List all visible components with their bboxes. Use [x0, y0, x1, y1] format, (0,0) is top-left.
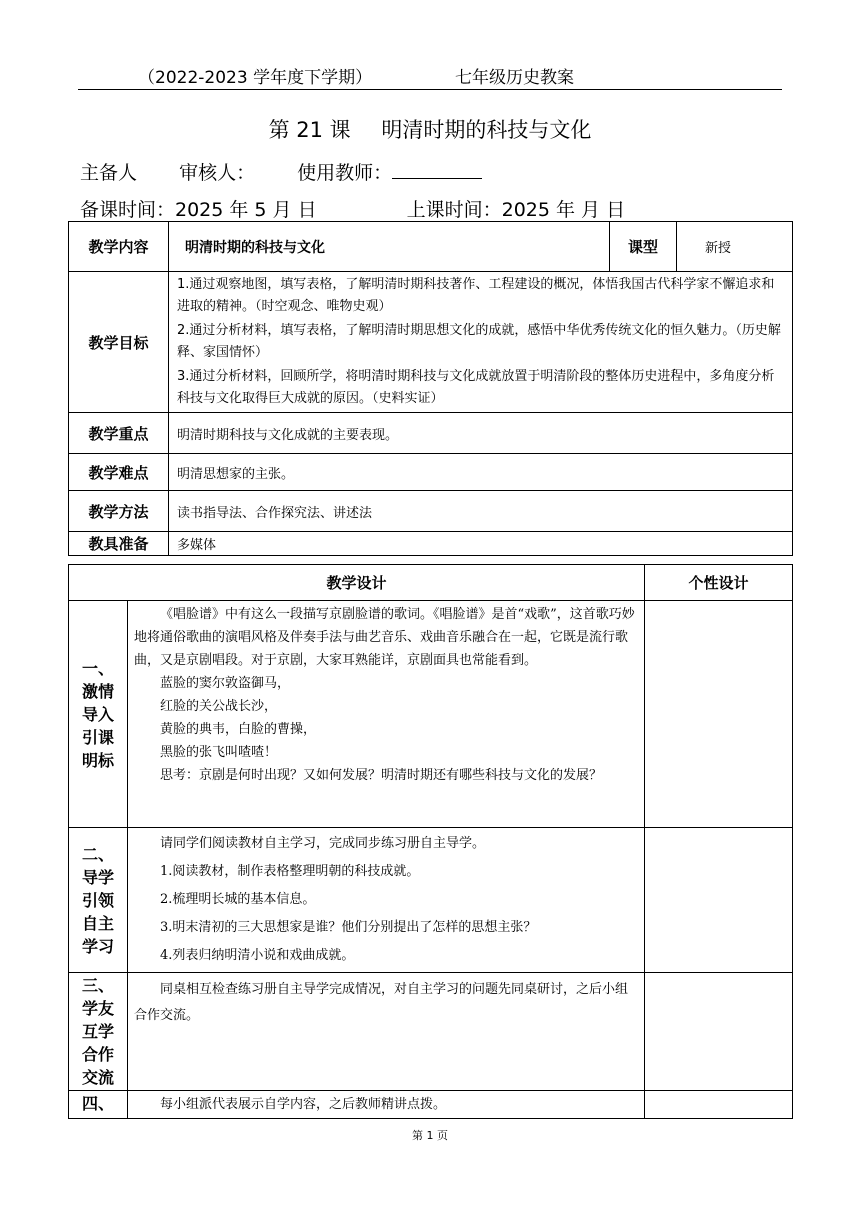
lyric-line: 黄脸的典韦，白脸的曹操，: [160, 722, 317, 737]
header-course: 七年级历史教案: [455, 68, 574, 88]
task-item: 1.阅读教材，制作表格整理明朝的科技成就。: [160, 864, 420, 879]
task-item: 2.梳理明长城的基本信息。: [160, 892, 316, 907]
header-semester: （2022-2023 学年度下学期）: [138, 68, 373, 88]
goals-cell: [169, 272, 793, 413]
key-row: [69, 413, 793, 454]
method-value: 读书指导法、合作探究法、讲述法: [169, 491, 793, 532]
personal-cell: [645, 1091, 793, 1119]
goal-item: 1.通过观察地图，填写表格，了解明清时期科技著作、工程建设的概况，体悟我国古代科学家不懈追求和进取的精神。（时空观念、唯物史观）: [177, 277, 775, 314]
personal-header: 个性设计: [645, 565, 793, 601]
goals-label: 教学目标: [69, 272, 169, 413]
lesson-name: 明清时期的科技与文化: [381, 118, 592, 142]
lesson-number: 第 21 课: [268, 118, 351, 142]
header-rule: [78, 89, 782, 90]
section-row: [69, 828, 793, 973]
content-value: 明清时期的科技与文化: [169, 222, 610, 272]
section-content: [128, 828, 645, 973]
task-item: 3.明末清初的三大思想家是谁？他们分别提出了怎样的思想主张？: [160, 920, 537, 935]
section-label: 二、 导学 引领 自主 学习: [69, 828, 128, 973]
section-label: 四、: [69, 1091, 128, 1119]
section-row: [69, 1091, 793, 1119]
section-content: [128, 1091, 645, 1119]
goal-item: 3.通过分析材料，回顾所学，将明清时期科技与文化成就放置于明清阶段的整体历史进程中，多角度分析科技与文化取得巨大成就的原因。（史料实证）: [177, 369, 775, 406]
personal-cell: [645, 601, 793, 828]
preparer-label: 主备人: [80, 162, 138, 184]
goal-item: 2.通过分析材料，填写表格，了解明清时期思想文化的成就，感悟中华优秀传统文化的恒久魅力。（历史解释、家国情怀）: [177, 323, 781, 360]
section-label: 一、 激情 导入 引课 明标: [69, 601, 128, 828]
time-line: [80, 195, 625, 222]
lyric-line: 红脸的关公战长沙，: [160, 699, 278, 714]
difficulty-value: 明清思想家的主张。: [169, 454, 793, 491]
task-item: 4.列表归纳明清小说和戏曲成就。: [160, 948, 355, 963]
section-label: 三、 学友 互学 合作 交流: [69, 973, 128, 1091]
intro-paragraph: 《唱脸谱》中有这么一段描写京剧脸谱的歌词。《唱脸谱》是首“戏歌”，这首歌巧妙地将通俗歌曲的演唱风格及伴奏手法与曲艺音乐、戏曲音乐融合在一起，它既是流行歌曲，又是京剧唱段。对于京剧，大家耳熟能详，京剧面具也常能看到。: [134, 607, 635, 668]
type-value: 新授: [677, 222, 793, 272]
content-label: 教学内容: [69, 222, 169, 272]
key-label: 教学重点: [69, 413, 169, 454]
section-row: [69, 601, 793, 828]
reviewer-label: 审核人：: [179, 162, 256, 184]
intro-paragraph: 请同学们阅读教材自主学习，完成同步练习册自主导学。: [160, 836, 486, 851]
design-header: 教学设计: [69, 565, 645, 601]
question-paragraph: 思考：京剧是何时出现？又如何发展？明清时期还有哪些科技与文化的发展？: [160, 768, 603, 783]
intro-paragraph: 每小组派代表展示自学内容，之后教师精讲点拨。: [160, 1097, 447, 1112]
teacher-blank-field: [392, 160, 482, 179]
class-time: 上课时间：2025 年 月 日: [406, 199, 626, 221]
prep-time: 备课时间：2025 年 5 月 日: [80, 199, 317, 221]
personal-cell: [645, 828, 793, 973]
lyric-line: 蓝脸的窦尔敦盗御马，: [160, 676, 291, 691]
page-number: 第 1 页: [412, 1129, 448, 1142]
design-header-row: [69, 565, 793, 601]
personal-cell: [645, 973, 793, 1091]
intro-paragraph: 同桌相互检查练习册自主导学完成情况，对自主学习的问题先同桌研讨，之后小组合作交流。: [134, 982, 629, 1023]
lesson-title: [0, 114, 860, 144]
difficulty-label: 教学难点: [69, 454, 169, 491]
section-content: [128, 601, 645, 828]
tools-row: [69, 532, 793, 556]
difficulty-row: [69, 454, 793, 491]
goals-row: [69, 272, 793, 413]
tools-label: 教具准备: [69, 532, 169, 556]
method-label: 教学方法: [69, 491, 169, 532]
lyric-line: 黑脸的张飞叫喳喳！: [160, 745, 278, 760]
method-row: [69, 491, 793, 532]
content-row: [69, 222, 793, 272]
type-label: 课型: [610, 222, 677, 272]
staff-line: [80, 158, 518, 185]
lesson-info-table: [68, 221, 793, 556]
section-content: [128, 973, 645, 1091]
key-value: 明清时期科技与文化成就的主要表现。: [169, 413, 793, 454]
tools-value: 多媒体: [169, 532, 793, 556]
section-row: [69, 973, 793, 1091]
teaching-design-table: [68, 564, 793, 1119]
teacher-label: 使用教师：: [297, 162, 393, 184]
